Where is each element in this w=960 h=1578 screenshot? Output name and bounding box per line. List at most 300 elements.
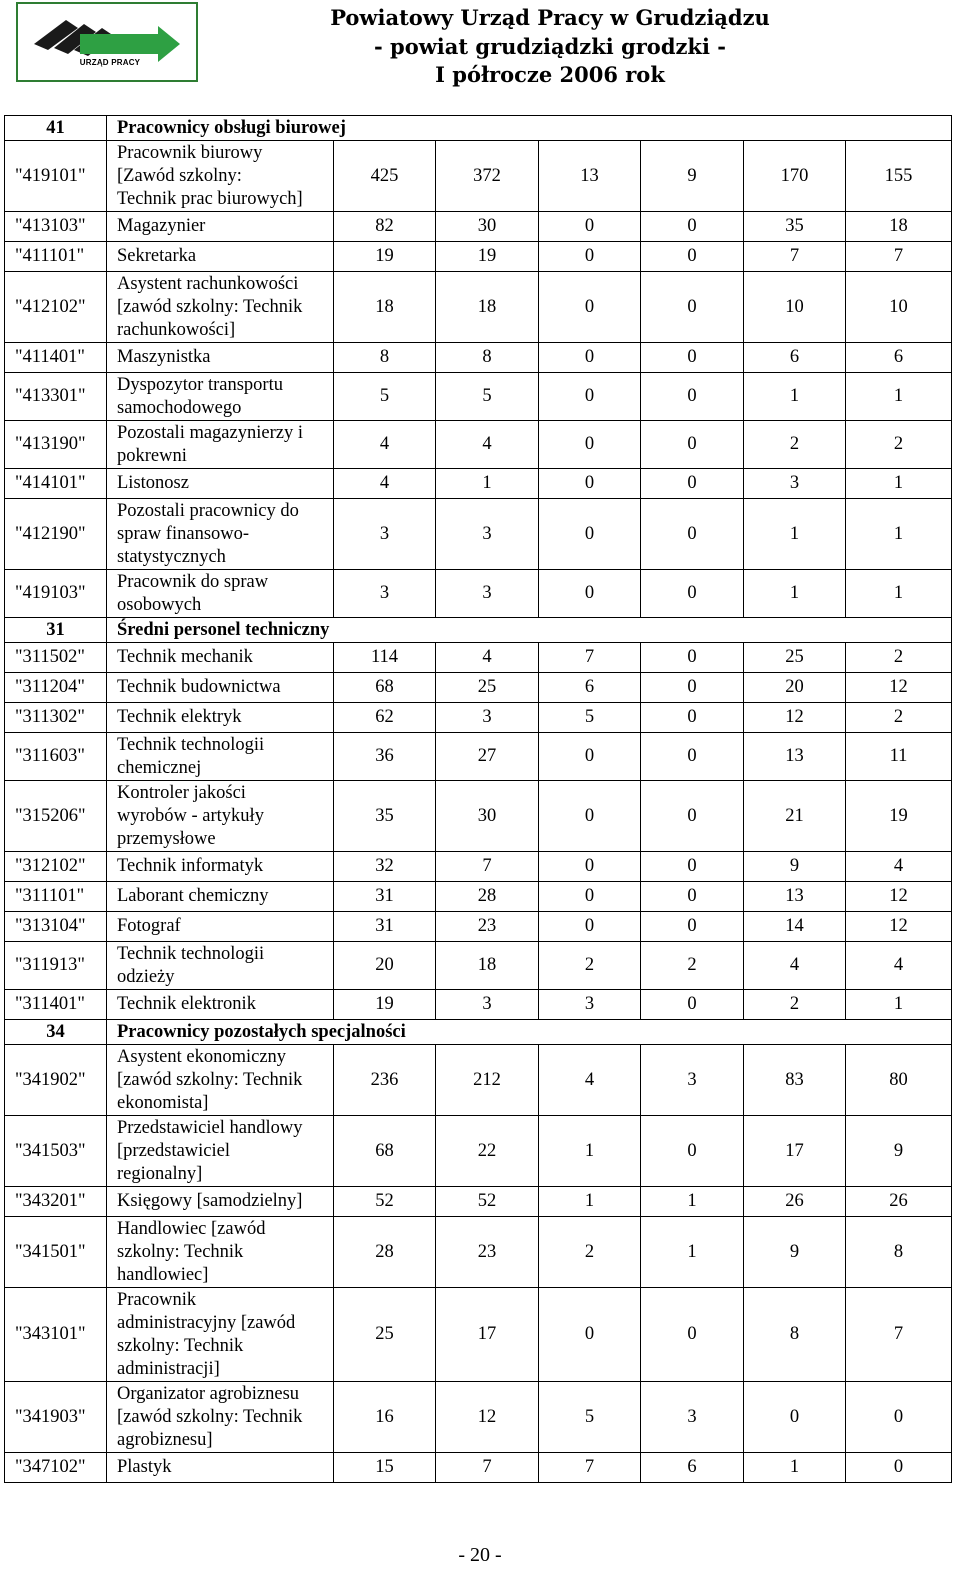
value-cell-2: 3 bbox=[436, 703, 539, 733]
occupation-name-line: Plastyk bbox=[117, 1457, 172, 1477]
value-cell-4: 3 bbox=[641, 1045, 744, 1116]
value-cell-3: 3 bbox=[539, 990, 641, 1020]
occupation-name-line: [Zawód szkolny: bbox=[117, 165, 242, 186]
header-title-line-3: I półrocze 2006 rok bbox=[435, 62, 665, 87]
value-cell-5: 26 bbox=[744, 1187, 846, 1217]
section-code: 34 bbox=[5, 1020, 107, 1045]
value-cell-4: 0 bbox=[641, 912, 744, 942]
occupation-code: "311401" bbox=[5, 990, 107, 1020]
occupation-name-line: pokrewni bbox=[117, 445, 187, 466]
occupation-name bbox=[107, 373, 334, 421]
value-cell-6: 18 bbox=[846, 212, 952, 242]
section-header-row bbox=[5, 116, 952, 141]
value-cell-1: 4 bbox=[334, 421, 436, 469]
table-row bbox=[5, 1288, 952, 1382]
occupation-name-line: Technik prac biurowych] bbox=[117, 188, 303, 209]
occupation-name-line: Technik elektronik bbox=[117, 994, 256, 1014]
value-cell-1: 68 bbox=[334, 1116, 436, 1187]
occupation-name bbox=[107, 1045, 334, 1116]
occupation-name-line: statystycznych bbox=[117, 546, 226, 567]
occupation-name-line: Technik technologii bbox=[117, 943, 265, 964]
value-cell-1: 36 bbox=[334, 733, 436, 781]
value-cell-2: 18 bbox=[436, 272, 539, 343]
occupation-name-line: Technik informatyk bbox=[117, 856, 264, 876]
section-code: 41 bbox=[5, 116, 107, 141]
table-row bbox=[5, 673, 952, 703]
header-title-line-1: Powiatowy Urząd Pracy w Grudziądzu bbox=[330, 5, 770, 30]
value-cell-4: 0 bbox=[641, 469, 744, 499]
occupation-code: "313104" bbox=[5, 912, 107, 942]
table-row bbox=[5, 882, 952, 912]
value-cell-3: 6 bbox=[539, 673, 641, 703]
value-cell-6: 2 bbox=[846, 703, 952, 733]
value-cell-1: 3 bbox=[334, 570, 436, 618]
section-header-row bbox=[5, 618, 952, 643]
value-cell-3: 1 bbox=[539, 1116, 641, 1187]
value-cell-2: 8 bbox=[436, 343, 539, 373]
logo-graphic bbox=[18, 4, 196, 80]
occupation-code: "311913" bbox=[5, 942, 107, 990]
value-cell-2: 3 bbox=[436, 570, 539, 618]
occupation-name bbox=[107, 852, 334, 882]
value-cell-6: 1 bbox=[846, 570, 952, 618]
value-cell-3: 7 bbox=[539, 1453, 641, 1483]
value-cell-4: 0 bbox=[641, 570, 744, 618]
occupation-code: "347102" bbox=[5, 1453, 107, 1483]
value-cell-3: 0 bbox=[539, 882, 641, 912]
value-cell-6: 7 bbox=[846, 1288, 952, 1382]
occupation-name-line: Laborant chemiczny bbox=[117, 886, 269, 906]
value-cell-3: 0 bbox=[539, 570, 641, 618]
occupation-name-line: wyrobów - artykuły bbox=[117, 805, 264, 826]
value-cell-3: 0 bbox=[539, 343, 641, 373]
occupation-code: "343201" bbox=[5, 1187, 107, 1217]
value-cell-6: 4 bbox=[846, 942, 952, 990]
value-cell-1: 15 bbox=[334, 1453, 436, 1483]
occupation-name-line: Dyspozytor transportu bbox=[117, 374, 283, 395]
value-cell-3: 4 bbox=[539, 1045, 641, 1116]
occupation-name-line: Pracownik do spraw bbox=[117, 571, 269, 592]
value-cell-4: 0 bbox=[641, 852, 744, 882]
value-cell-5: 20 bbox=[744, 673, 846, 703]
occupation-name-line: samochodowego bbox=[117, 397, 242, 418]
value-cell-1: 35 bbox=[334, 781, 436, 852]
occupation-code: "341503" bbox=[5, 1116, 107, 1187]
occupation-name-line: Pracownik bbox=[117, 1289, 197, 1310]
value-cell-4: 0 bbox=[641, 1288, 744, 1382]
value-cell-6: 1 bbox=[846, 990, 952, 1020]
value-cell-2: 17 bbox=[436, 1288, 539, 1382]
value-cell-5: 0 bbox=[744, 1382, 846, 1453]
value-cell-6: 155 bbox=[846, 141, 952, 212]
value-cell-4: 0 bbox=[641, 882, 744, 912]
occupation-name bbox=[107, 781, 334, 852]
occupation-name bbox=[107, 673, 334, 703]
value-cell-3: 7 bbox=[539, 643, 641, 673]
value-cell-3: 0 bbox=[539, 781, 641, 852]
value-cell-6: 1 bbox=[846, 499, 952, 570]
occupation-name bbox=[107, 942, 334, 990]
occupation-name-line: Asystent rachunkowości bbox=[117, 273, 299, 294]
value-cell-2: 372 bbox=[436, 141, 539, 212]
occupation-name-line: spraw finansowo- bbox=[117, 523, 250, 544]
occupation-name bbox=[107, 141, 334, 212]
value-cell-5: 83 bbox=[744, 1045, 846, 1116]
occupation-code: "341501" bbox=[5, 1217, 107, 1288]
value-cell-3: 0 bbox=[539, 421, 641, 469]
value-cell-4: 2 bbox=[641, 942, 744, 990]
occupation-code: "311502" bbox=[5, 643, 107, 673]
value-cell-1: 31 bbox=[334, 912, 436, 942]
value-cell-5: 25 bbox=[744, 643, 846, 673]
value-cell-4: 1 bbox=[641, 1217, 744, 1288]
occupation-name-line: Pozostali pracownicy do bbox=[117, 500, 299, 521]
value-cell-3: 5 bbox=[539, 1382, 641, 1453]
value-cell-4: 1 bbox=[641, 1187, 744, 1217]
value-cell-2: 1 bbox=[436, 469, 539, 499]
value-cell-3: 0 bbox=[539, 242, 641, 272]
occupation-name bbox=[107, 1217, 334, 1288]
value-cell-1: 31 bbox=[334, 882, 436, 912]
value-cell-2: 5 bbox=[436, 373, 539, 421]
table-row bbox=[5, 912, 952, 942]
value-cell-1: 20 bbox=[334, 942, 436, 990]
value-cell-5: 12 bbox=[744, 703, 846, 733]
value-cell-6: 7 bbox=[846, 242, 952, 272]
value-cell-6: 19 bbox=[846, 781, 952, 852]
occupation-code: "412102" bbox=[5, 272, 107, 343]
occupation-name bbox=[107, 882, 334, 912]
value-cell-5: 2 bbox=[744, 990, 846, 1020]
occupation-name-line: ekonomista] bbox=[117, 1092, 209, 1113]
occupation-name bbox=[107, 912, 334, 942]
occupation-code: "413103" bbox=[5, 212, 107, 242]
value-cell-2: 30 bbox=[436, 781, 539, 852]
value-cell-6: 6 bbox=[846, 343, 952, 373]
occupation-name bbox=[107, 1382, 334, 1453]
value-cell-3: 13 bbox=[539, 141, 641, 212]
value-cell-1: 68 bbox=[334, 673, 436, 703]
table-row bbox=[5, 1217, 952, 1288]
logo-text: URZĄD PRACY bbox=[79, 58, 141, 67]
value-cell-2: 25 bbox=[436, 673, 539, 703]
logo bbox=[16, 2, 198, 82]
occupation-name bbox=[107, 272, 334, 343]
value-cell-1: 114 bbox=[334, 643, 436, 673]
occupation-code: "343101" bbox=[5, 1288, 107, 1382]
table-row bbox=[5, 643, 952, 673]
value-cell-2: 23 bbox=[436, 912, 539, 942]
occupation-name-line: Organizator agrobiznesu bbox=[117, 1383, 300, 1404]
value-cell-5: 7 bbox=[744, 242, 846, 272]
value-cell-4: 9 bbox=[641, 141, 744, 212]
value-cell-3: 0 bbox=[539, 1288, 641, 1382]
value-cell-3: 5 bbox=[539, 703, 641, 733]
occupation-name-line: regionalny] bbox=[117, 1163, 203, 1184]
occupation-name bbox=[107, 421, 334, 469]
value-cell-6: 8 bbox=[846, 1217, 952, 1288]
value-cell-6: 1 bbox=[846, 469, 952, 499]
occupation-code: "341903" bbox=[5, 1382, 107, 1453]
occupation-name bbox=[107, 643, 334, 673]
value-cell-4: 6 bbox=[641, 1453, 744, 1483]
occupation-name bbox=[107, 1288, 334, 1382]
occupation-code: "419101" bbox=[5, 141, 107, 212]
value-cell-1: 19 bbox=[334, 242, 436, 272]
value-cell-3: 0 bbox=[539, 272, 641, 343]
value-cell-2: 27 bbox=[436, 733, 539, 781]
value-cell-1: 3 bbox=[334, 499, 436, 570]
value-cell-2: 52 bbox=[436, 1187, 539, 1217]
value-cell-1: 4 bbox=[334, 469, 436, 499]
value-cell-2: 212 bbox=[436, 1045, 539, 1116]
value-cell-4: 0 bbox=[641, 643, 744, 673]
value-cell-5: 6 bbox=[744, 343, 846, 373]
occupation-name-line: Księgowy [samodzielny] bbox=[117, 1191, 303, 1211]
table-row bbox=[5, 1116, 952, 1187]
value-cell-3: 0 bbox=[539, 499, 641, 570]
value-cell-1: 62 bbox=[334, 703, 436, 733]
occupation-name-line: przemysłowe bbox=[117, 828, 216, 849]
value-cell-4: 0 bbox=[641, 272, 744, 343]
table-row bbox=[5, 343, 952, 373]
occupation-name-line: Technik budownictwa bbox=[117, 677, 281, 697]
occupation-name bbox=[107, 343, 334, 373]
value-cell-1: 82 bbox=[334, 212, 436, 242]
occupation-code: "312102" bbox=[5, 852, 107, 882]
occupation-name bbox=[107, 570, 334, 618]
occupation-name-line: Technik technologii bbox=[117, 734, 265, 755]
value-cell-6: 80 bbox=[846, 1045, 952, 1116]
value-cell-5: 13 bbox=[744, 733, 846, 781]
table-row bbox=[5, 1453, 952, 1483]
value-cell-5: 35 bbox=[744, 212, 846, 242]
value-cell-4: 0 bbox=[641, 499, 744, 570]
table-row bbox=[5, 781, 952, 852]
value-cell-6: 12 bbox=[846, 673, 952, 703]
occupation-name-line: Technik mechanik bbox=[117, 647, 253, 667]
value-cell-4: 0 bbox=[641, 343, 744, 373]
value-cell-4: 0 bbox=[641, 421, 744, 469]
value-cell-4: 0 bbox=[641, 703, 744, 733]
value-cell-5: 9 bbox=[744, 852, 846, 882]
occupation-name bbox=[107, 1116, 334, 1187]
section-title: Średni personel techniczny bbox=[107, 618, 952, 643]
occupation-name-line: agrobiznesu] bbox=[117, 1429, 213, 1450]
value-cell-2: 3 bbox=[436, 990, 539, 1020]
value-cell-4: 0 bbox=[641, 242, 744, 272]
occupation-name-line: Pozostali magazynierzy i bbox=[117, 422, 303, 443]
occupation-name-line: Maszynistka bbox=[117, 347, 211, 367]
value-cell-5: 17 bbox=[744, 1116, 846, 1187]
occupation-name bbox=[107, 733, 334, 781]
value-cell-5: 14 bbox=[744, 912, 846, 942]
table-row bbox=[5, 141, 952, 212]
value-cell-4: 0 bbox=[641, 212, 744, 242]
value-cell-6: 11 bbox=[846, 733, 952, 781]
table-row bbox=[5, 272, 952, 343]
occupation-name-line: administracyjny [zawód bbox=[117, 1312, 296, 1333]
occupation-name-line: rachunkowości] bbox=[117, 319, 236, 340]
occupation-name-line: Pracownik biurowy bbox=[117, 142, 263, 163]
value-cell-3: 2 bbox=[539, 942, 641, 990]
value-cell-5: 1 bbox=[744, 570, 846, 618]
value-cell-2: 18 bbox=[436, 942, 539, 990]
table-row bbox=[5, 1045, 952, 1116]
occupation-name bbox=[107, 703, 334, 733]
value-cell-2: 23 bbox=[436, 1217, 539, 1288]
value-cell-5: 13 bbox=[744, 882, 846, 912]
value-cell-1: 32 bbox=[334, 852, 436, 882]
value-cell-6: 26 bbox=[846, 1187, 952, 1217]
table-row bbox=[5, 421, 952, 469]
value-cell-5: 1 bbox=[744, 1453, 846, 1483]
occupation-name-line: Sekretarka bbox=[117, 246, 197, 266]
value-cell-4: 0 bbox=[641, 373, 744, 421]
table-row bbox=[5, 852, 952, 882]
value-cell-3: 0 bbox=[539, 852, 641, 882]
value-cell-4: 0 bbox=[641, 990, 744, 1020]
table-row bbox=[5, 733, 952, 781]
occupation-name-line: Kontroler jakości bbox=[117, 782, 246, 803]
value-cell-4: 0 bbox=[641, 1116, 744, 1187]
table-row bbox=[5, 990, 952, 1020]
section-code: 31 bbox=[5, 618, 107, 643]
value-cell-5: 1 bbox=[744, 373, 846, 421]
occupation-name-line: Fotograf bbox=[117, 916, 181, 936]
table-body bbox=[5, 116, 952, 1483]
table-row bbox=[5, 499, 952, 570]
occupation-name-line: Przedstawiciel handlowy bbox=[117, 1117, 303, 1138]
value-cell-1: 25 bbox=[334, 1288, 436, 1382]
value-cell-5: 1 bbox=[744, 499, 846, 570]
table-row bbox=[5, 1187, 952, 1217]
value-cell-6: 2 bbox=[846, 421, 952, 469]
section-title: Pracownicy pozostałych specjalności bbox=[107, 1020, 952, 1045]
value-cell-1: 16 bbox=[334, 1382, 436, 1453]
occupation-code: "411101" bbox=[5, 242, 107, 272]
value-cell-4: 3 bbox=[641, 1382, 744, 1453]
table-row bbox=[5, 942, 952, 990]
value-cell-2: 7 bbox=[436, 1453, 539, 1483]
value-cell-2: 22 bbox=[436, 1116, 539, 1187]
table-row bbox=[5, 373, 952, 421]
value-cell-6: 0 bbox=[846, 1453, 952, 1483]
occupation-name-line: Magazynier bbox=[117, 216, 206, 236]
value-cell-1: 425 bbox=[334, 141, 436, 212]
value-cell-3: 0 bbox=[539, 733, 641, 781]
occupation-name-line: Handlowiec [zawód bbox=[117, 1218, 266, 1239]
occupation-code: "315206" bbox=[5, 781, 107, 852]
occupation-name bbox=[107, 469, 334, 499]
occupation-code: "311603" bbox=[5, 733, 107, 781]
occupation-name-line: osobowych bbox=[117, 594, 202, 615]
occupation-name bbox=[107, 990, 334, 1020]
value-cell-3: 0 bbox=[539, 912, 641, 942]
table-row bbox=[5, 469, 952, 499]
header-title-line-2: - powiat grudziądzki grodzki - bbox=[374, 33, 726, 59]
value-cell-5: 2 bbox=[744, 421, 846, 469]
value-cell-4: 0 bbox=[641, 781, 744, 852]
value-cell-1: 5 bbox=[334, 373, 436, 421]
table-row bbox=[5, 703, 952, 733]
occupation-code: "413190" bbox=[5, 421, 107, 469]
table-row bbox=[5, 1382, 952, 1453]
value-cell-6: 9 bbox=[846, 1116, 952, 1187]
value-cell-6: 0 bbox=[846, 1382, 952, 1453]
occupation-name-line: handlowiec] bbox=[117, 1264, 209, 1285]
occupation-name-line: [zawód szkolny: Technik bbox=[117, 296, 303, 317]
value-cell-1: 18 bbox=[334, 272, 436, 343]
value-cell-2: 7 bbox=[436, 852, 539, 882]
value-cell-6: 10 bbox=[846, 272, 952, 343]
value-cell-6: 1 bbox=[846, 373, 952, 421]
occupation-name bbox=[107, 212, 334, 242]
occupation-name-line: administracji] bbox=[117, 1358, 220, 1379]
value-cell-1: 52 bbox=[334, 1187, 436, 1217]
occupation-name-line: [zawód szkolny: Technik bbox=[117, 1406, 303, 1427]
occupation-code: "413301" bbox=[5, 373, 107, 421]
occupation-code: "311302" bbox=[5, 703, 107, 733]
occupation-code: "414101" bbox=[5, 469, 107, 499]
value-cell-5: 8 bbox=[744, 1288, 846, 1382]
value-cell-3: 1 bbox=[539, 1187, 641, 1217]
value-cell-2: 12 bbox=[436, 1382, 539, 1453]
value-cell-2: 30 bbox=[436, 212, 539, 242]
value-cell-2: 4 bbox=[436, 643, 539, 673]
value-cell-5: 3 bbox=[744, 469, 846, 499]
value-cell-2: 28 bbox=[436, 882, 539, 912]
occupations-table bbox=[4, 115, 952, 1483]
occupation-code: "412190" bbox=[5, 499, 107, 570]
occupation-name-line: Technik elektryk bbox=[117, 707, 242, 727]
value-cell-1: 19 bbox=[334, 990, 436, 1020]
section-title: Pracownicy obsługi biurowej bbox=[107, 116, 952, 141]
occupation-name bbox=[107, 499, 334, 570]
occupation-name-line: Listonosz bbox=[117, 473, 189, 493]
value-cell-2: 4 bbox=[436, 421, 539, 469]
value-cell-3: 0 bbox=[539, 212, 641, 242]
occupation-code: "411401" bbox=[5, 343, 107, 373]
value-cell-4: 0 bbox=[641, 733, 744, 781]
table-row bbox=[5, 212, 952, 242]
occupation-code: "311204" bbox=[5, 673, 107, 703]
table-row bbox=[5, 242, 952, 272]
value-cell-1: 28 bbox=[334, 1217, 436, 1288]
occupation-code: "419103" bbox=[5, 570, 107, 618]
value-cell-6: 12 bbox=[846, 912, 952, 942]
value-cell-1: 8 bbox=[334, 343, 436, 373]
occupation-name-line: Asystent ekonomiczny bbox=[117, 1046, 287, 1067]
occupation-name-line: szkolny: Technik bbox=[117, 1241, 244, 1262]
value-cell-5: 10 bbox=[744, 272, 846, 343]
value-cell-5: 170 bbox=[744, 141, 846, 212]
page-number: - 20 - bbox=[458, 1544, 502, 1566]
table-row bbox=[5, 570, 952, 618]
value-cell-2: 3 bbox=[436, 499, 539, 570]
occupation-code: "311101" bbox=[5, 882, 107, 912]
occupation-name-line: szkolny: Technik bbox=[117, 1335, 244, 1356]
occupation-name-line: [zawód szkolny: Technik bbox=[117, 1069, 303, 1090]
page-header bbox=[300, 4, 800, 90]
value-cell-3: 0 bbox=[539, 373, 641, 421]
occupation-name-line: [przedstawiciel bbox=[117, 1140, 230, 1161]
value-cell-5: 9 bbox=[744, 1217, 846, 1288]
value-cell-5: 4 bbox=[744, 942, 846, 990]
occupation-name bbox=[107, 1453, 334, 1483]
occupation-name-line: odzieży bbox=[117, 966, 175, 987]
section-header-row bbox=[5, 1020, 952, 1045]
